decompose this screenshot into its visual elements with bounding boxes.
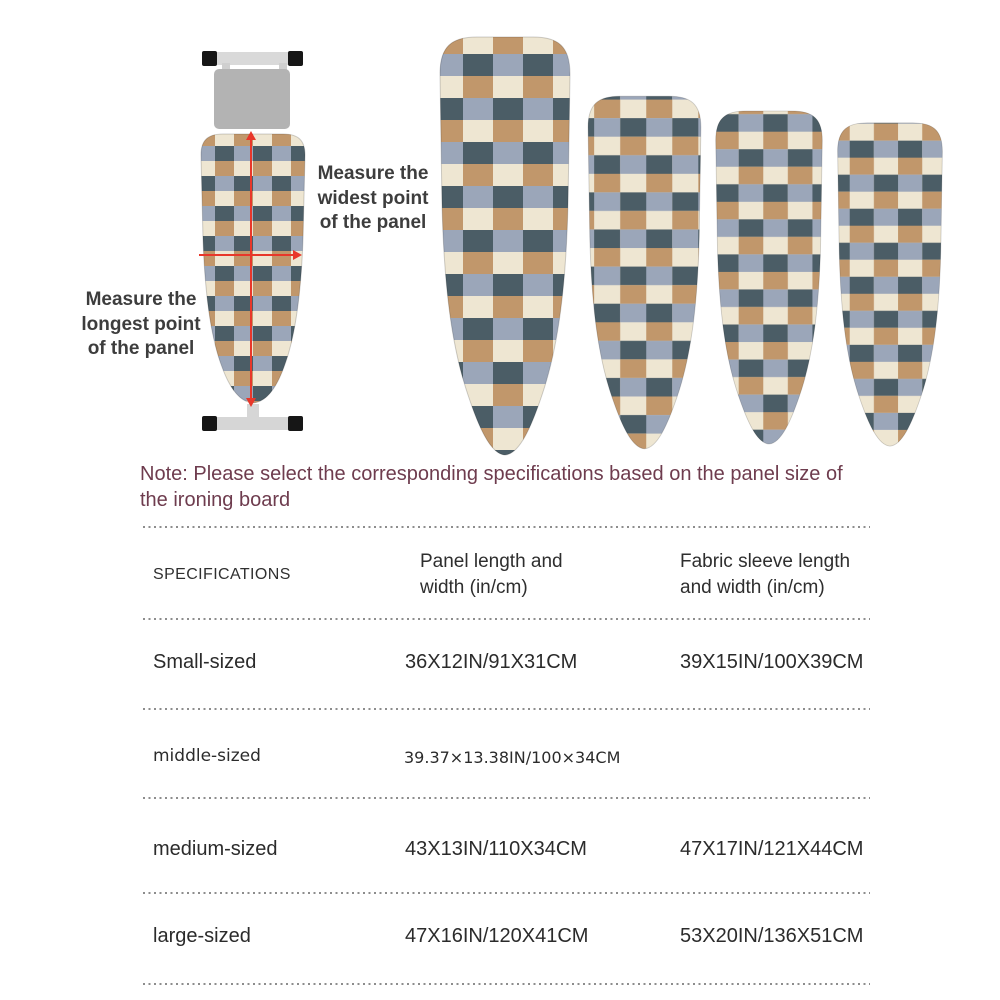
table-divider bbox=[143, 797, 870, 799]
arrow-down-icon bbox=[246, 398, 256, 407]
board-bottom-leg-bar bbox=[207, 417, 298, 430]
table-header-specifications: SPECIFICATIONS bbox=[153, 566, 291, 583]
row-sleeve-size: 47X17IN/121X44CM bbox=[680, 838, 864, 860]
header-line: width (in/cm) bbox=[420, 577, 528, 598]
table-divider bbox=[143, 983, 870, 985]
row-panel-size: 36X12IN/91X31CM bbox=[405, 651, 578, 673]
note-line: Note: Please select the corresponding specifications based on the panel size of bbox=[140, 463, 843, 485]
row-sleeve-size: 53X20IN/136X51CM bbox=[680, 925, 864, 947]
table-header-panel-size bbox=[420, 549, 563, 601]
row-spec-label: Small-sized bbox=[153, 651, 257, 673]
row-panel-size: 47X16IN/120X41CM bbox=[405, 925, 589, 947]
caption-line: of the panel bbox=[87, 338, 195, 359]
row-panel-size: 39.37×13.38IN/100×34CM bbox=[404, 748, 621, 767]
header-line: and width (in/cm) bbox=[680, 577, 825, 598]
caption-line: Measure the bbox=[85, 289, 197, 310]
iron-rest-plate bbox=[214, 69, 290, 129]
table-header-sleeve-size bbox=[680, 549, 850, 601]
board-panel-plaid bbox=[196, 131, 310, 408]
header-line: Fabric sleeve length bbox=[680, 551, 851, 572]
measure-longest-caption bbox=[78, 288, 204, 362]
row-spec-label: middle-sized bbox=[153, 746, 261, 766]
table-divider bbox=[143, 526, 870, 528]
table-divider bbox=[143, 892, 870, 894]
row-spec-label: medium-sized bbox=[153, 838, 278, 860]
cover-photo-medium-large bbox=[582, 92, 707, 453]
width-arrow-line bbox=[199, 254, 294, 256]
cover-photo-medium bbox=[710, 107, 828, 448]
caption-line: of the panel bbox=[319, 212, 427, 233]
table-divider bbox=[143, 708, 870, 710]
measure-widest-caption bbox=[310, 162, 436, 236]
note-line: the ironing board bbox=[140, 489, 291, 511]
row-panel-size: 43X13IN/110X34CM bbox=[405, 838, 587, 860]
caption-line: longest point bbox=[81, 313, 201, 335]
row-sleeve-size: 39X15IN/100X39CM bbox=[680, 651, 864, 673]
board-bottom-right-foot bbox=[288, 416, 303, 431]
board-top-left-foot bbox=[202, 51, 217, 66]
cover-photo-small bbox=[832, 119, 948, 450]
header-line: Panel length and bbox=[420, 551, 563, 572]
row-spec-label: large-sized bbox=[153, 925, 251, 947]
cover-photo-large bbox=[433, 32, 577, 460]
caption-line: widest point bbox=[317, 187, 429, 209]
caption-line: Measure the bbox=[317, 163, 429, 184]
board-top-right-foot bbox=[288, 51, 303, 66]
length-arrow-line bbox=[250, 139, 252, 399]
note-text bbox=[140, 461, 843, 513]
arrow-right-icon bbox=[293, 250, 302, 260]
board-bottom-left-foot bbox=[202, 416, 217, 431]
table-divider bbox=[143, 618, 870, 620]
